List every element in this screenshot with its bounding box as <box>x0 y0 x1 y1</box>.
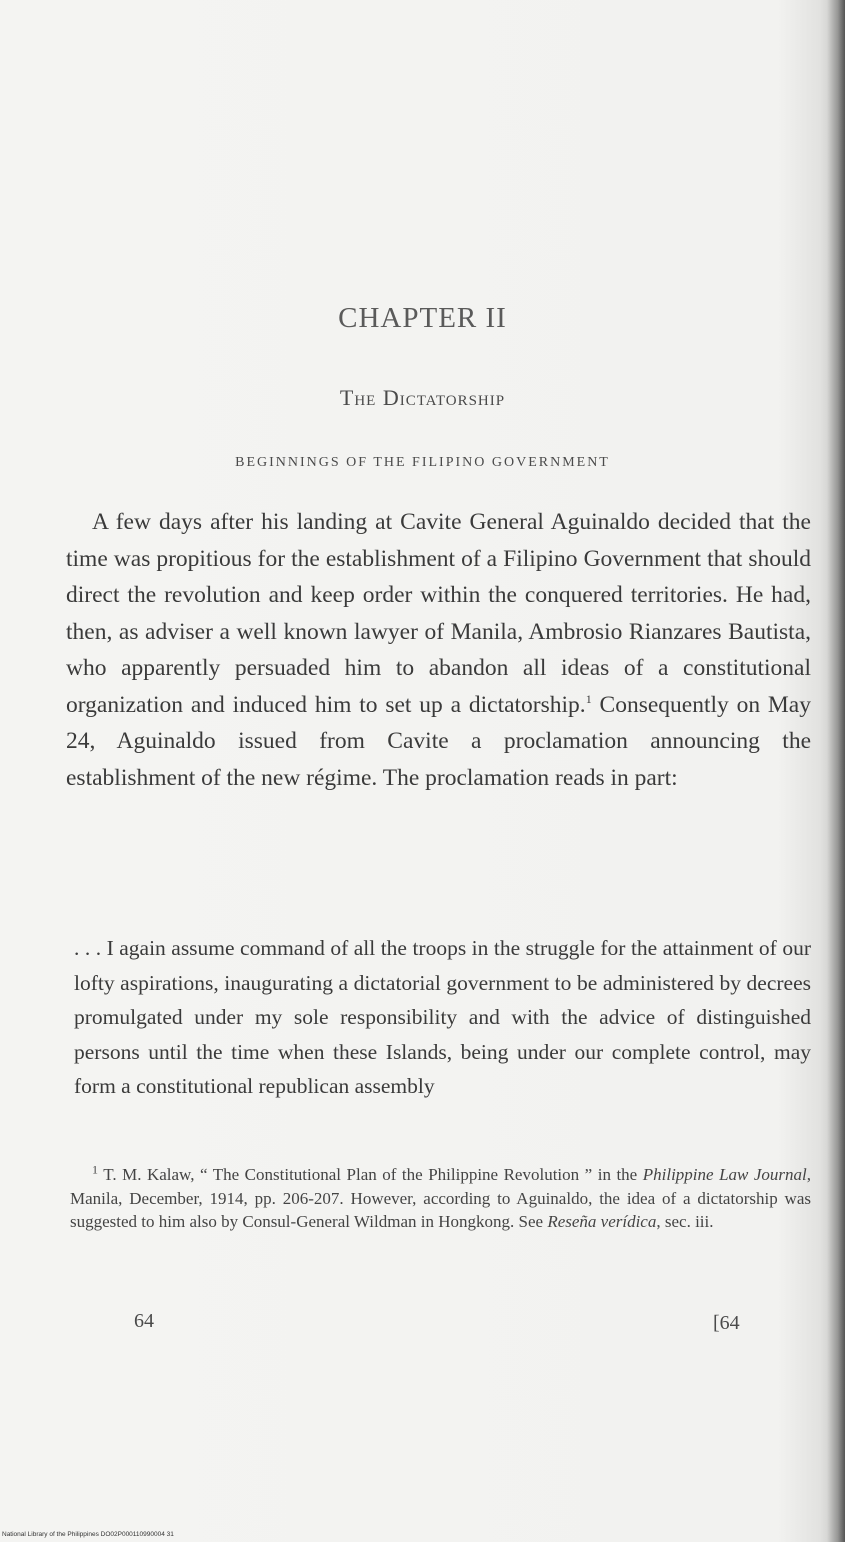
footnote-text-2: , Manila, December, 1914, pp. 206-207. However, according to Aguinaldo, the idea of a dictatorship was suggested to him also by Consul-General Wildman in Hongkong. See <box>70 1165 812 1231</box>
signature-mark: [64 <box>713 1312 740 1334</box>
chapter-title: The Dictatorship <box>339 385 506 410</box>
footnote-source-title: Reseña verídica <box>547 1212 657 1231</box>
body-text-part-1: A few days after his landing at Cavite General Aguinaldo decided that the time was propitious for the establishment of a Filipino Government that should direct the revolution and keep order within the conquered territories. He had, then, as adviser a well known lawyer of Manila, Ambrosio Rianzares Bautista, who apparently persuaded him to abandon all ideas of a constitutional organization and induced him to set up a dictatorship. <box>66 509 811 718</box>
footnote-marker: 1 <box>92 1162 98 1177</box>
footnote-text-3: , sec. iii. <box>656 1212 714 1231</box>
footnote <box>70 1163 811 1234</box>
chapter-heading: CHAPTER II <box>338 302 507 334</box>
body-paragraph <box>66 504 811 796</box>
page-edge-shadow <box>827 0 845 1542</box>
scan-credit: National Library of the Philippines DO02P000110990004 31 <box>2 1531 174 1538</box>
footnote-text-1: T. M. Kalaw, “ The Constitutional Plan of the Philippine Revolution ” in the <box>98 1165 643 1184</box>
block-quotation <box>74 931 811 1104</box>
section-heading: BEGINNINGS OF THE FILIPINO GOVERNMENT <box>235 455 610 470</box>
body-text-part-2: Consequently on May 24, Aguinaldo issued from Cavite a proclamation announcing the establishment of the new régime. The proclamation reads in part: <box>66 691 811 791</box>
footnote-journal-title: Philippine Law Journal <box>642 1165 807 1184</box>
footnote-reference: 1 <box>585 691 592 706</box>
quotation-text: . . . I again assume command of all the troops in the struggle for the attainment of our lofty aspirations, inaugurating a dictatorial government to be administered by decrees promulgated under my sole responsibility and with the advice of distinguished persons until the time when these Islands, being under our complete control, may form a constitutional republican assembly <box>74 936 811 1098</box>
page-number: 64 <box>134 1310 154 1332</box>
